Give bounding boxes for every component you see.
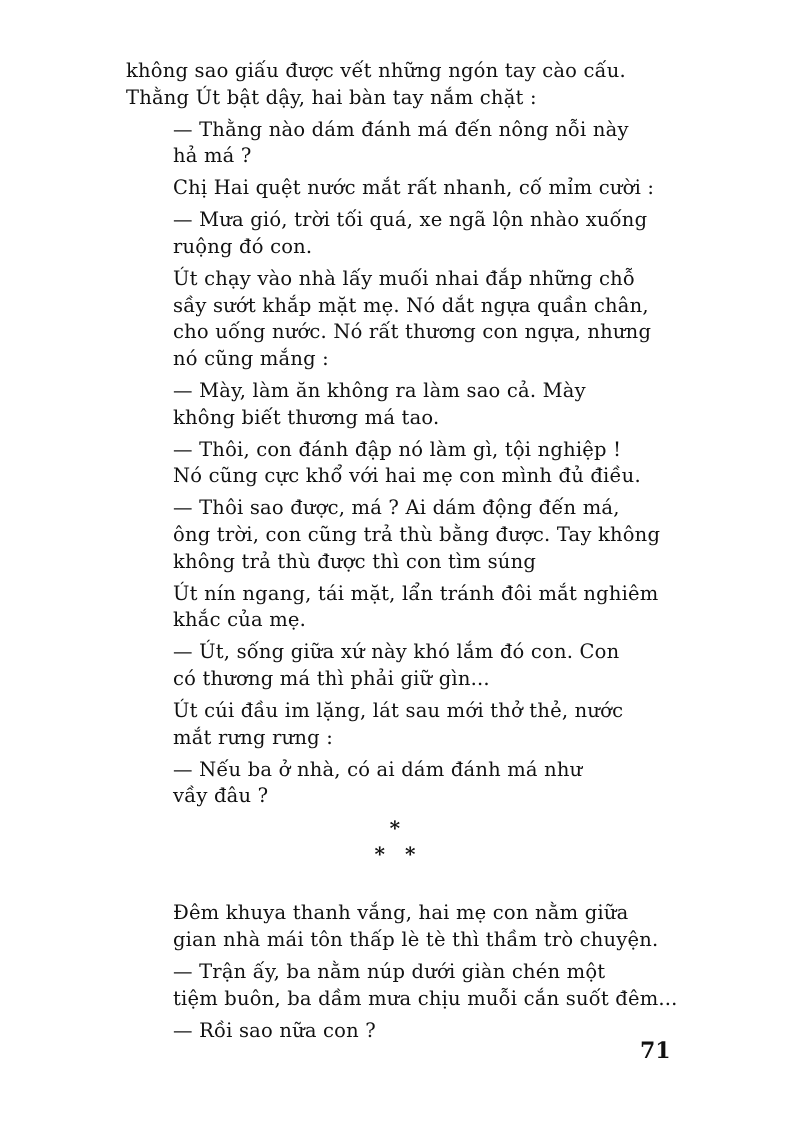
text-line: khắc của mẹ. [173, 608, 307, 632]
section-break [126, 815, 664, 867]
text-line: — Trận ấy, ba nằm núp dưới giàn chén một [173, 960, 606, 984]
text-line: — Thôi, con đánh đập nó làm gì, tội nghiệp ! [173, 437, 622, 461]
paragraphs-before-break [126, 58, 664, 810]
paragraph [126, 58, 664, 111]
text-line: vầy đâu ? [173, 784, 269, 808]
paragraphs-after-break [126, 900, 678, 1044]
text-line: cho uống nước. Nó rất thương con ngựa, nhưng [173, 320, 652, 344]
text-line: Thằng Út bật dậy, hai bàn tay nắm chặt : [126, 85, 537, 109]
paragraph [126, 266, 664, 372]
paragraph [126, 959, 678, 1012]
paragraph [126, 1018, 664, 1045]
text-line: Chị Hai quệt nước mắt rất nhanh, cố mỉm cười : [173, 176, 655, 200]
text-line: hả má ? [173, 144, 252, 168]
text-line: không trả thù được thì con tìm súng [173, 549, 537, 573]
text-line: Nó cũng cực khổ với hai mẹ con mình đủ điều. [173, 464, 641, 488]
text-line: không biết thương má tao. [173, 405, 440, 429]
text-line: Út chạy vào nhà lấy muối nhai đắp những chỗ [173, 267, 636, 291]
paragraph [126, 757, 664, 810]
text-line: Út nín ngang, tái mặt, lẩn tránh đôi mắt nghiêm [173, 581, 659, 605]
paragraph [126, 175, 664, 202]
text-line: Đêm khuya thanh vắng, hai mẹ con nằm giữa [173, 901, 629, 925]
paragraph [126, 900, 664, 953]
text-line: — Thằng nào dám đánh má đến nông nỗi này [173, 117, 629, 141]
text-line: — Mày, làm ăn không ra làm sao cả. Mày [173, 379, 586, 403]
text-line: — Mưa gió, trời tối quá, xe ngã lộn nhào xuống [173, 208, 648, 232]
text-line: — Rồi sao nữa con ? [173, 1018, 376, 1042]
paragraph [126, 378, 664, 431]
text-line: — Út, sống giữa xứ này khó lắm đó con. Con [173, 640, 620, 664]
text-line: tiệm buôn, ba dầm mưa chịu muỗi cắn suốt đêm... [173, 986, 678, 1010]
section-break-row-2: ** [374, 842, 436, 867]
text-line: Út cúi đầu im lặng, lát sau mới thở thẻ, nước [173, 699, 624, 723]
paragraph [126, 117, 664, 170]
text-line: ông trời, con cũng trả thù bằng được. Tay không [173, 523, 661, 546]
page-number: 71 [640, 1038, 671, 1064]
paragraph [126, 581, 664, 634]
text-line: có thương má thì phải giữ gìn... [173, 666, 490, 690]
text-line: — Nếu ba ở nhà, có ai dám đánh má như [173, 757, 583, 781]
paragraph [126, 207, 664, 260]
paragraph [126, 437, 664, 490]
text-line: mắt rưng rưng : [173, 725, 333, 749]
text-line: sầy sướt khắp mặt mẹ. Nó dắt ngựa quần chân, [173, 293, 649, 317]
text-line: nó cũng mắng : [173, 346, 329, 370]
paragraph [126, 698, 664, 751]
text-line: không sao giấu được vết những ngón tay cào cấu. [126, 59, 626, 82]
paragraph [126, 639, 664, 692]
text-line: — Thôi sao được, má ? Ai dám động đến má, [173, 496, 620, 520]
text-line: ruộng đó con. [173, 235, 313, 259]
paragraph [126, 495, 664, 575]
body-text [126, 58, 678, 1050]
section-break-row-1: * [389, 816, 401, 841]
text-line: gian nhà mái tôn thấp lè tè thì thầm trò chuyện. [173, 928, 659, 952]
